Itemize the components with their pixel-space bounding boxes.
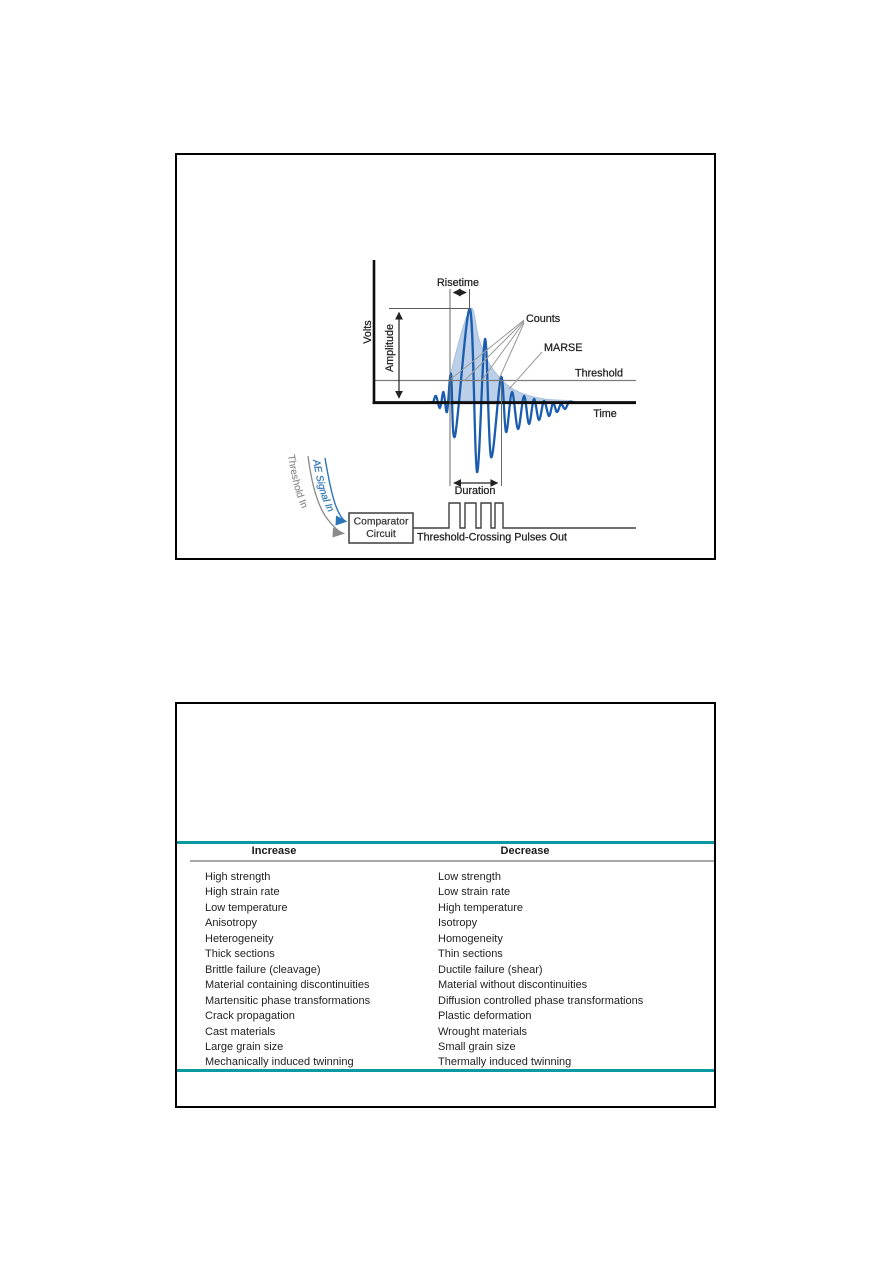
table-cell: Martensitic phase transformations xyxy=(205,994,371,1007)
table-row xyxy=(205,932,708,947)
table-panel xyxy=(175,702,716,1108)
table-cell: Brittle failure (cleavage) xyxy=(205,963,321,976)
table-cell: Anisotropy xyxy=(205,917,257,930)
table-cell: High temperature xyxy=(438,901,523,914)
threshold-label: Threshold xyxy=(574,367,623,380)
table-cell: Small grain size xyxy=(438,1040,516,1053)
table-row xyxy=(205,901,708,916)
table-rows xyxy=(205,870,708,1071)
marse-label: MARSE xyxy=(544,342,583,354)
volts-axis-label: Volts xyxy=(362,320,374,344)
figure-panel xyxy=(175,153,716,560)
table-row xyxy=(205,947,708,962)
table-cell: Diffusion controlled phase transformations xyxy=(438,994,644,1007)
table-row xyxy=(205,885,708,900)
pulse-train xyxy=(413,503,636,528)
risetime-label: Risetime xyxy=(437,277,479,289)
comparator-label-line2: Circuit xyxy=(366,529,396,540)
table-cell: High strength xyxy=(205,871,271,883)
duration-label: Duration xyxy=(454,485,496,497)
table-cell: Large grain size xyxy=(205,1040,284,1053)
table-cell: Plastic deformation xyxy=(438,1010,532,1023)
table-cell: Material without discontinuities xyxy=(438,979,588,992)
table-header-decrease: Decrease xyxy=(500,845,550,857)
table-cell: Mechanically induced twinning xyxy=(205,1056,354,1069)
table-cell: Ductile failure (shear) xyxy=(438,963,543,976)
counts-label: Counts xyxy=(526,313,561,325)
table-cell: Thin sections xyxy=(438,948,503,961)
threshold-in-label: Threshold In xyxy=(285,453,310,511)
table-cell: Cast materials xyxy=(205,1025,276,1038)
table-cell: Low strain rate xyxy=(438,886,511,899)
table-header-increase: Increase xyxy=(251,845,297,857)
table-row xyxy=(205,994,708,1009)
table-row xyxy=(205,870,708,885)
amplitude-label: Amplitude xyxy=(384,323,396,373)
table-row xyxy=(205,1009,708,1024)
table-cell: Isotropy xyxy=(438,917,478,930)
table-cell: Thermally induced twinning xyxy=(438,1056,572,1069)
table-cell: Heterogeneity xyxy=(205,932,274,945)
table-row xyxy=(205,916,708,931)
table-cell: Low temperature xyxy=(205,901,288,914)
threshold-in-arrowhead xyxy=(333,528,346,538)
table-header-row xyxy=(177,845,714,857)
table-row xyxy=(205,1040,708,1055)
table-top-rule xyxy=(177,841,714,844)
table-row xyxy=(205,978,708,993)
ae-signal-diagram xyxy=(177,155,714,558)
table-cell: Homogeneity xyxy=(438,932,503,945)
ae-signal-in-label: AE Signal In xyxy=(310,458,336,514)
time-axis-label: Time xyxy=(593,408,617,420)
table-cell: High strain rate xyxy=(205,886,280,899)
marse-pointer-line xyxy=(509,352,542,389)
table-header-underline xyxy=(190,860,714,862)
pulses-out-label: Threshold-Crossing Pulses Out xyxy=(417,531,568,544)
comparator-label-line1: Comparator xyxy=(353,516,409,528)
table-cell: Crack propagation xyxy=(205,1010,295,1023)
table-cell: Wrought materials xyxy=(438,1025,528,1038)
table-cell: Thick sections xyxy=(205,948,275,961)
table-cell: Material containing discontinuities xyxy=(205,979,370,992)
table-bottom-rule xyxy=(177,1069,714,1072)
table-cell: Low strength xyxy=(438,871,501,883)
table-row xyxy=(205,963,708,978)
table-row xyxy=(205,1025,708,1040)
